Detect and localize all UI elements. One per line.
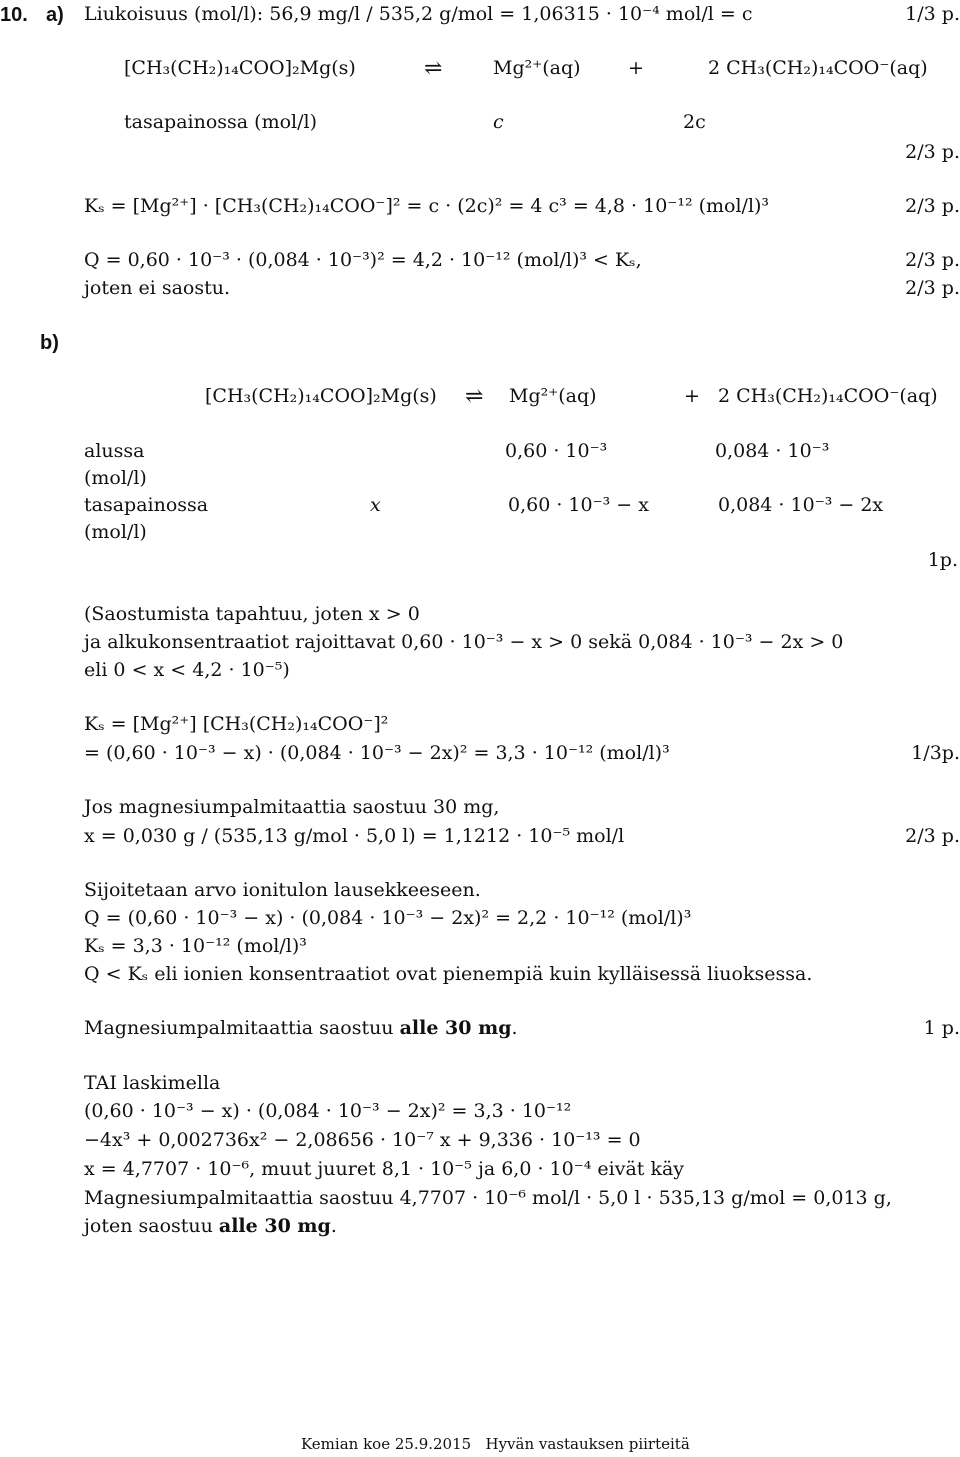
equation-b-reactant: [CH₃(CH₂)₁₄COO]₂Mg(s) xyxy=(205,385,437,407)
initial-label: alussa xyxy=(84,440,145,462)
table-points: 1p. xyxy=(927,549,958,571)
equilibrium-label-b: tasapainossa xyxy=(84,494,209,516)
equation-a-mg-ion: Mg²⁺(aq) xyxy=(493,57,581,79)
substitute-line-1: Sijoitetaan arvo ionitulon lausekkeeseen. xyxy=(84,879,481,901)
equation-a-reactant: [CH₃(CH₂)₁₄COO]₂Mg(s) xyxy=(124,57,356,79)
ks-line-b1: Kₛ = [Mg²⁺] [CH₃(CH₂)₁₄COO⁻]² xyxy=(84,713,389,735)
substitute-line-3: Kₛ = 3,3 · 10⁻¹² (mol/l)³ xyxy=(84,935,307,957)
equilibrium-x: x xyxy=(370,494,381,516)
initial-unit: (mol/l) xyxy=(84,467,147,489)
question-number: 10. xyxy=(0,4,28,26)
equation-b-anion: 2 CH₃(CH₂)₁₄COO⁻(aq) xyxy=(718,385,938,407)
alt-line-6 xyxy=(84,1216,337,1238)
equilibrium-label-a: tasapainossa (mol/l) xyxy=(124,111,317,133)
equation-b-mg-ion: Mg²⁺(aq) xyxy=(509,385,597,407)
equation-a-anion: 2 CH₃(CH₂)₁₄COO⁻(aq) xyxy=(708,57,928,79)
result-end: . xyxy=(511,1017,518,1039)
alt-line-6-text: joten saostuu xyxy=(84,1215,219,1237)
result-bold: alle 30 mg xyxy=(399,1017,512,1039)
initial-anion: 0,084 · 10⁻³ xyxy=(715,440,830,462)
if-line-1: Jos magnesiumpalmitaattia saostuu 30 mg, xyxy=(84,796,500,818)
substitute-line-4: Q < Kₛ eli ionien konsentraatiot ovat pienempiä kuin kylläisessä liuoksessa. xyxy=(84,963,813,985)
equilibrium-unit-b: (mol/l) xyxy=(84,521,147,543)
result-text: Magnesiumpalmitaattia saostuu xyxy=(84,1017,400,1039)
ks-points-b: 1/3p. xyxy=(911,742,960,764)
initial-mg: 0,60 · 10⁻³ xyxy=(505,440,608,462)
condition-line-2: ja alkukonsentraatiot rajoittavat 0,60 · 10⁻³ − x > 0 sekä 0,084 · 10⁻³ − 2x > 0 xyxy=(84,631,844,653)
result-line xyxy=(84,1018,518,1040)
solubility-points: 1/3 p. xyxy=(905,3,960,25)
equilibrium-arrow-a: ⇌ xyxy=(424,56,443,81)
conclusion-a: joten ei saostu. xyxy=(84,277,231,299)
q-points-a: 2/3 p. xyxy=(905,249,960,271)
alt-line-6-end: . xyxy=(330,1215,337,1237)
alt-line-1: TAI laskimella xyxy=(84,1072,221,1094)
solubility-line: Liukoisuus (mol/l): 56,9 mg/l / 535,2 g/mol = 1,06315 · 10⁻⁴ mol/l = c xyxy=(84,3,753,25)
equation-a-plus: + xyxy=(628,57,644,79)
result-points: 1 p. xyxy=(923,1017,960,1039)
equation-a-points: 2/3 p. xyxy=(905,141,960,163)
alt-line-3: −4x³ + 0,002736x² − 2,08656 · 10⁻⁷ x + 9,336 · 10⁻¹³ = 0 xyxy=(84,1129,641,1151)
ks-line-a: Kₛ = [Mg²⁺] · [CH₃(CH₂)₁₄COO⁻]² = c · (2c)² = 4 c³ = 4,8 · 10⁻¹² (mol/l)³ xyxy=(84,195,770,217)
if-points: 2/3 p. xyxy=(905,825,960,847)
conclusion-points-a: 2/3 p. xyxy=(905,277,960,299)
substitute-line-2: Q = (0,60 · 10⁻³ − x) · (0,084 · 10⁻³ − 2x)² = 2,2 · 10⁻¹² (mol/l)³ xyxy=(84,907,692,929)
ks-points-a: 2/3 p. xyxy=(905,195,960,217)
equilibrium-anion: 0,084 · 10⁻³ − 2x xyxy=(718,494,884,516)
if-line-2: x = 0,030 g / (535,13 g/mol · 5,0 l) = 1,1212 · 10⁻⁵ mol/l xyxy=(84,825,625,847)
equilibrium-2c: 2c xyxy=(683,111,706,133)
alt-line-5: Magnesiumpalmitaattia saostuu 4,7707 · 10⁻⁶ mol/l · 5,0 l · 535,13 g/mol = 0,013 g, xyxy=(84,1187,892,1209)
equilibrium-c: c xyxy=(493,111,504,133)
ks-line-b2: = (0,60 · 10⁻³ − x) · (0,084 · 10⁻³ − 2x)² = 3,3 · 10⁻¹² (mol/l)³ xyxy=(84,742,670,764)
equation-b-plus: + xyxy=(684,385,700,407)
part-b-label: b) xyxy=(40,332,59,354)
condition-line-1: (Saostumista tapahtuu, joten x > 0 xyxy=(84,603,420,625)
part-a-label: a) xyxy=(46,4,64,26)
alt-line-2: (0,60 · 10⁻³ − x) · (0,084 · 10⁻³ − 2x)² = 3,3 · 10⁻¹² xyxy=(84,1100,572,1122)
q-line-a: Q = 0,60 · 10⁻³ · (0,084 · 10⁻³)² = 4,2 · 10⁻¹² (mol/l)³ < Kₛ, xyxy=(84,249,642,271)
equilibrium-mg: 0,60 · 10⁻³ − x xyxy=(508,494,649,516)
page-footer: Kemian koe 25.9.2015 Hyvän vastauksen piirteitä xyxy=(301,1435,690,1453)
equilibrium-arrow-b: ⇌ xyxy=(465,384,484,409)
alt-line-6-bold: alle 30 mg xyxy=(218,1215,331,1237)
condition-line-3: eli 0 < x < 4,2 · 10⁻⁵) xyxy=(84,659,290,681)
alt-line-4: x = 4,7707 · 10⁻⁶, muut juuret 8,1 · 10⁻⁵ ja 6,0 · 10⁻⁴ eivät käy xyxy=(84,1158,685,1180)
